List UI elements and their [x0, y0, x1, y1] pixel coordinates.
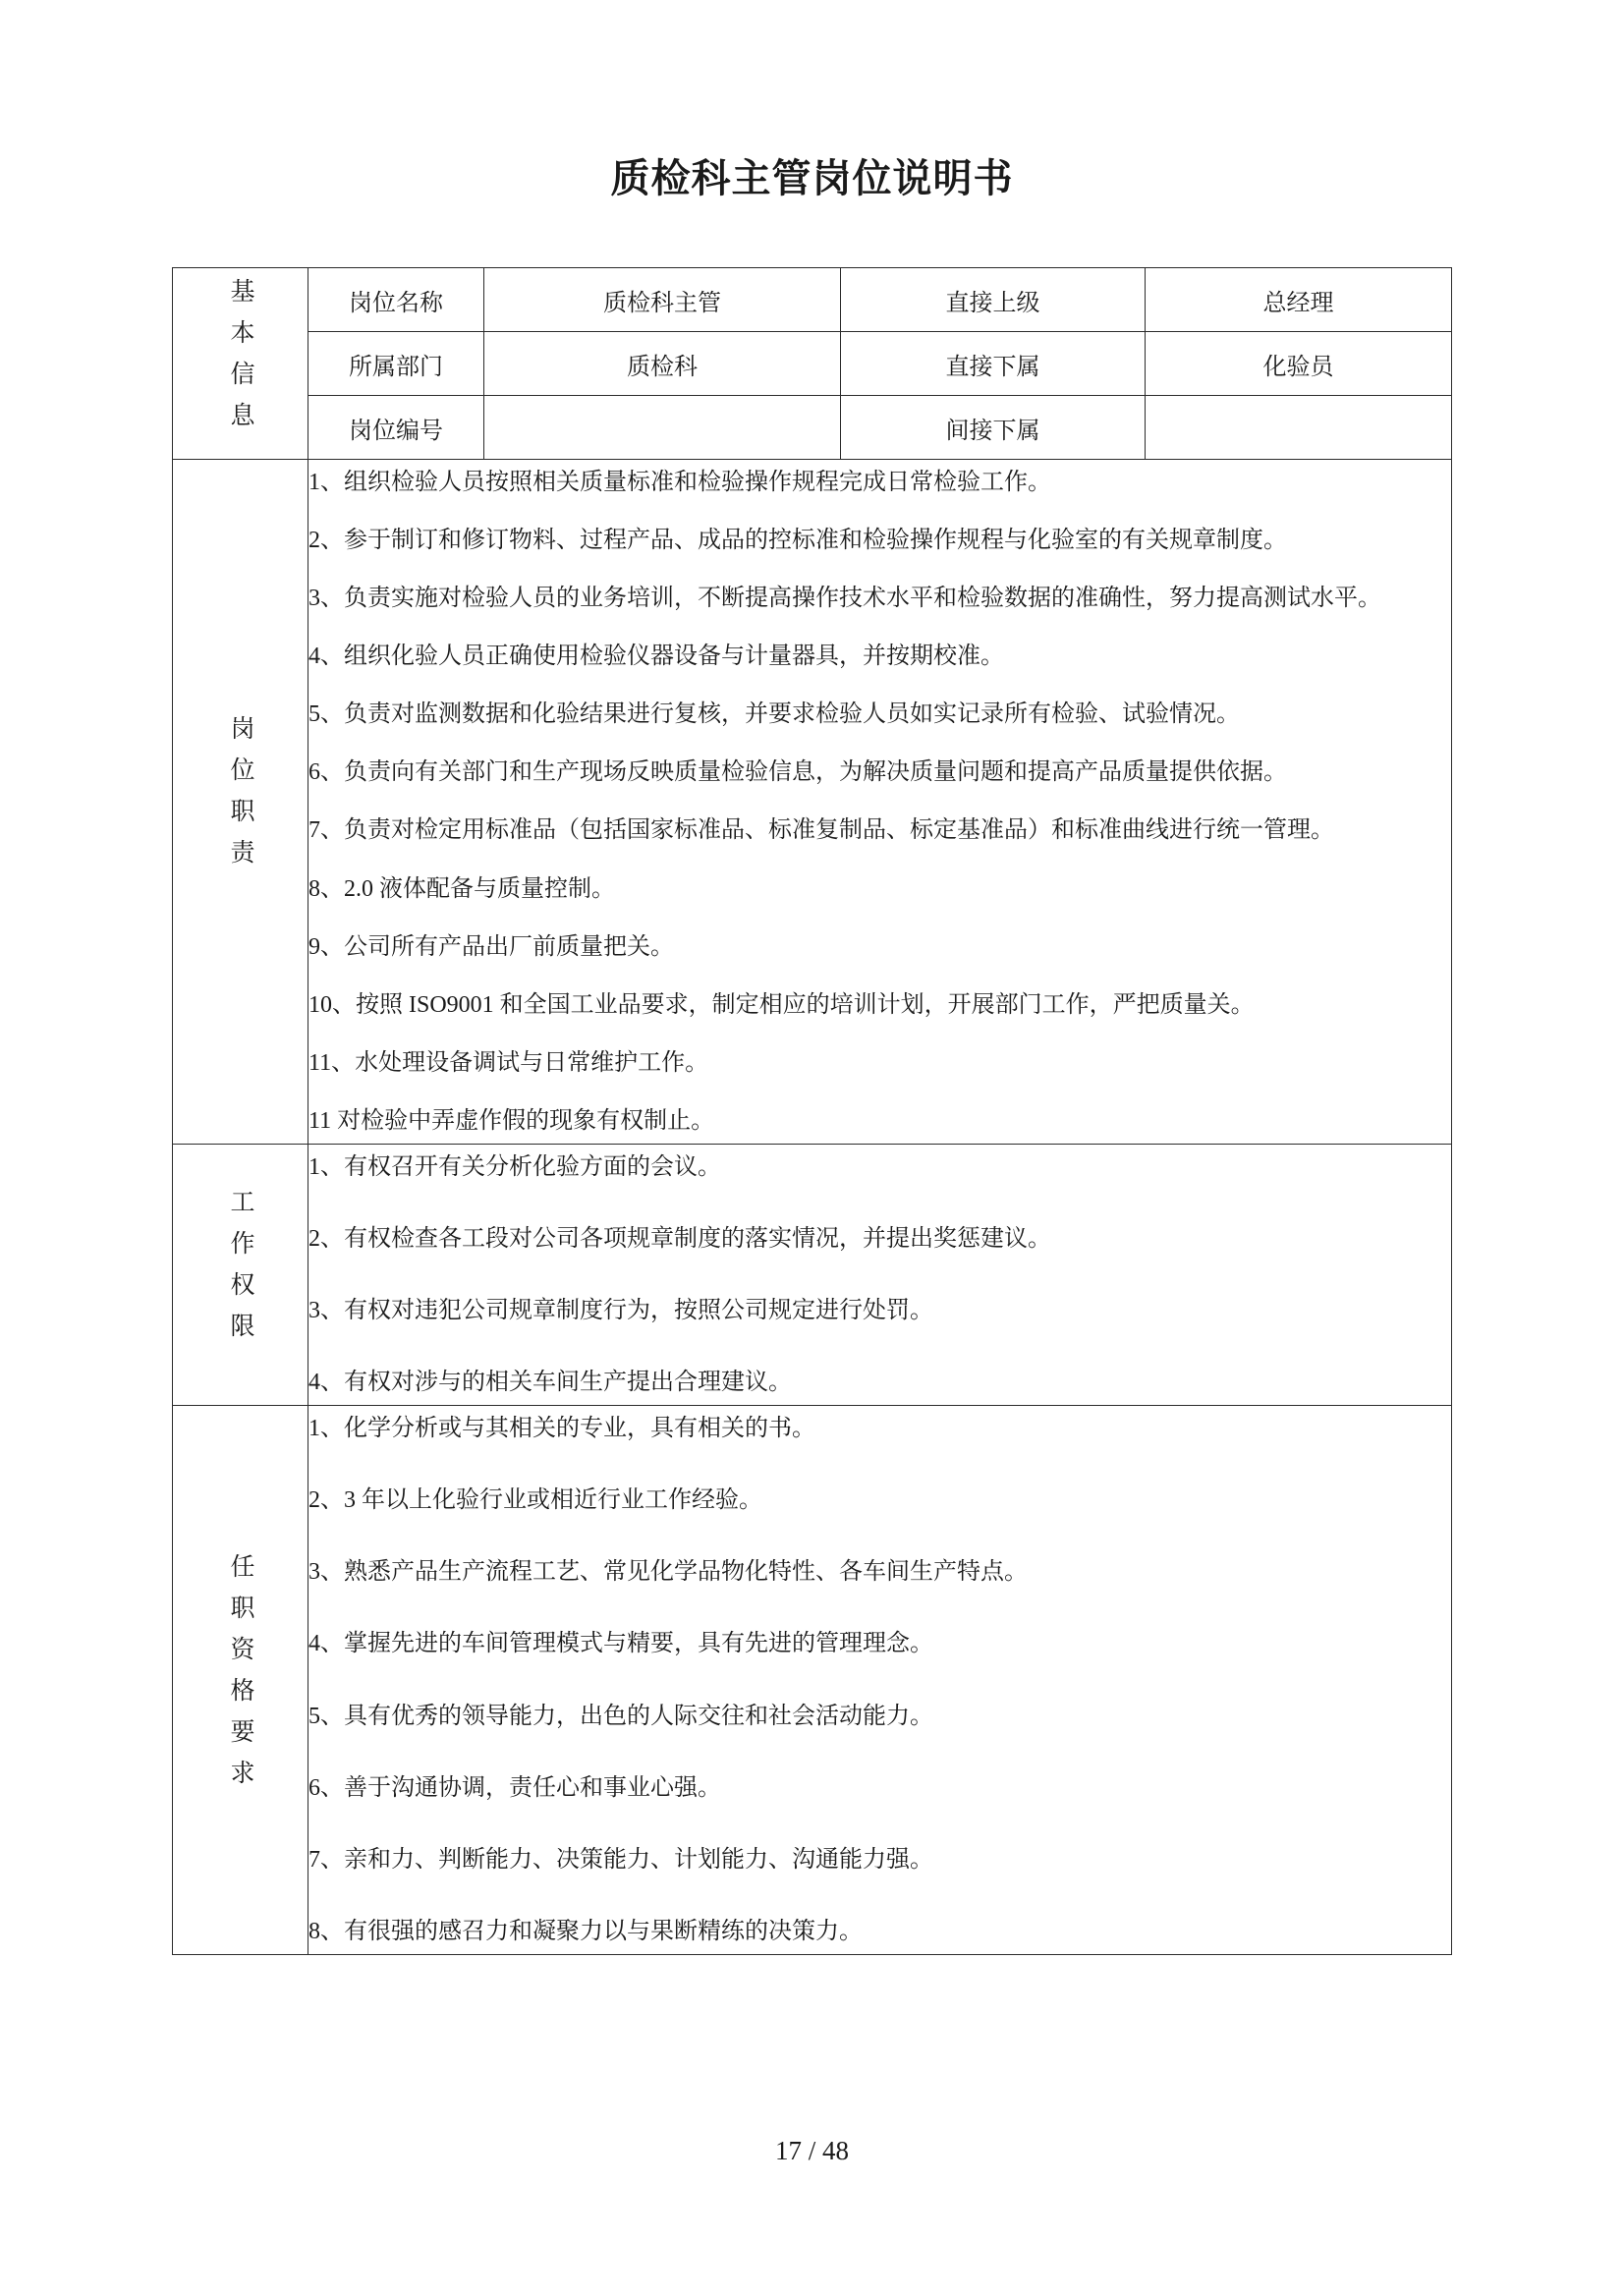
- list-item: 1、有权召开有关分析化验方面的会议。: [308, 1153, 721, 1180]
- list-item: 2、3 年以上化验行业或相近行业工作经验。: [308, 1487, 762, 1514]
- list-item: 8、2.0 液体配备与质量控制。: [308, 875, 615, 902]
- section-content-authority: [308, 1144, 1452, 1405]
- list-item: 7、亲和力、判断能力、决策能力、计划能力、沟通能力强。: [308, 1846, 933, 1873]
- section-label-basic-info: [173, 268, 308, 460]
- list-item: 6、负责向有关部门和生产现场反映质量检验信息，为解决质量问题和提高产品质量提供依据。: [308, 759, 1287, 786]
- field-value-indirect-subordinate: [1146, 396, 1452, 460]
- list-item: 9、公司所有产品出厂前质量把关。: [308, 933, 674, 960]
- table-row: [173, 1144, 1452, 1405]
- list-item: 3、有权对违犯公司规章制度行为，按照公司规定进行处罚。: [308, 1298, 933, 1324]
- table-row: [173, 332, 1452, 396]
- field-value-position-code: [484, 396, 841, 460]
- list-item: 2、参于制订和修订物料、过程产品、成品的控标准和检验操作规程与化验室的有关规章制度。: [308, 528, 1287, 554]
- job-description-table: [172, 267, 1452, 1955]
- list-item: 5、负责对监测数据和化验结果进行复核，并要求检验人员如实记录所有检验、试验情况。: [308, 701, 1240, 728]
- section-label-text: 任职资格要求: [227, 1552, 253, 1801]
- list-item: 4、掌握先进的车间管理模式与精要，具有先进的管理理念。: [308, 1631, 933, 1657]
- field-value-position-name: 质检科主管: [484, 268, 841, 332]
- field-label-direct-superior: 直接上级: [841, 268, 1146, 332]
- field-label-position-code: 岗位编号: [308, 396, 484, 460]
- table-row: [173, 460, 1452, 1145]
- list-item: 2、有权检查各工段对公司各项规章制度的落实情况，并提出奖惩建议。: [308, 1226, 1051, 1253]
- field-label-department: 所属部门: [308, 332, 484, 396]
- field-value-department: 质检科: [484, 332, 841, 396]
- field-value-direct-superior: 总经理: [1146, 268, 1452, 332]
- list-item: 5、具有优秀的领导能力，出色的人际交往和社会活动能力。: [308, 1703, 933, 1729]
- list-item: 3、负责实施对检验人员的业务培训，不断提高操作技术水平和检验数据的准确性，努力提高测试水平。: [308, 586, 1381, 612]
- section-label-text: 基本信息: [227, 277, 253, 443]
- list-item: 4、组织化验人员正确使用检验仪器设备与计量器具，并按期校准。: [308, 644, 1004, 670]
- list-item: 1、化学分析或与其相关的专业，具有相关的书。: [308, 1416, 815, 1442]
- list-item: 11、水处理设备调试与日常维护工作。: [308, 1049, 709, 1076]
- page-number: 17 / 48: [774, 2136, 849, 2165]
- page-title: 质检科主管岗位说明书: [610, 156, 1014, 200]
- list-item: 1、组织检验人员按照相关质量标准和检验操作规程完成日常检验工作。: [308, 470, 1051, 495]
- table-row: [173, 396, 1452, 460]
- section-content-qualifications: [308, 1406, 1452, 1955]
- table-row: [173, 268, 1452, 332]
- section-label-text: 岗位职责: [227, 715, 253, 881]
- field-label-indirect-subordinate: 间接下属: [841, 396, 1146, 460]
- section-label-qualifications: [173, 1406, 308, 1955]
- field-label-direct-subordinate: 直接下属: [841, 332, 1146, 396]
- field-value-direct-subordinate: 化验员: [1146, 332, 1452, 396]
- list-item: 3、熟悉产品生产流程工艺、常见化学品物化特性、各车间生产特点。: [308, 1559, 1028, 1586]
- section-content-duties: [308, 460, 1452, 1145]
- list-item: 8、有很强的感召力和凝聚力以与果断精练的决策力。: [308, 1918, 863, 1944]
- section-label-duties: [173, 460, 308, 1145]
- section-label-authority: [173, 1144, 308, 1405]
- section-label-text: 工作权限: [227, 1189, 253, 1355]
- field-label-position-name: 岗位名称: [308, 268, 484, 332]
- table-row: [173, 1406, 1452, 1955]
- list-item: 4、有权对涉与的相关车间生产提出合理建议。: [308, 1370, 792, 1396]
- list-item: 10、按照 ISO9001 和全国工业品要求，制定相应的培训计划，开展部门工作，严把质量关。: [308, 991, 1255, 1018]
- list-item: 6、善于沟通协调，责任心和事业心强。: [308, 1774, 721, 1801]
- list-item: 7、负责对检定用标准品（包括国家标准品、标准复制品、标定基准品）和标准曲线进行统一管理。: [308, 817, 1334, 844]
- list-item: 11 对检验中弄虚作假的现象有权制止。: [308, 1107, 715, 1134]
